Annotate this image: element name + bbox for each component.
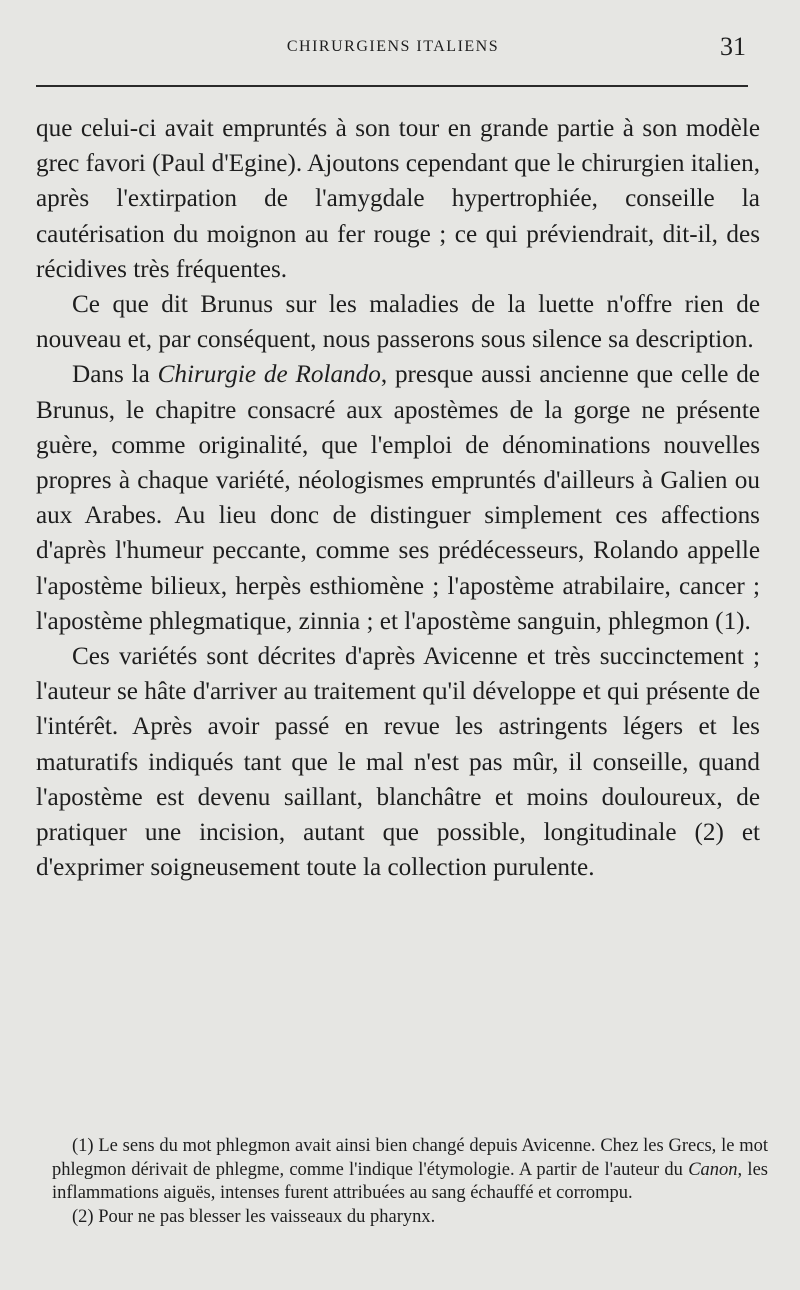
footnote-italic: Canon: [688, 1159, 738, 1180]
footnote-text: (1) Le sens du mot phlegmon avait ainsi bien changé depuis Avicenne. Chez les Grecs, le mot phlegmon dérivait de phlegme, comme l'indique l'étymologie. A partir de l'auteur du: [52, 1136, 768, 1180]
paragraph: Ces variétés sont décrites d'après Avicenne et très succinctement ; l'auteur se hâte d'arriver au traitement qu'il développe et qui présente de l'intérêt. Après avoir passé en revue les astringents légers et les maturatifs indiqués tant que le mal n'est pas mûr, il conseille, quand l'apostème est devenu saillant, blanchâtre et moins douloureux, de pratiquer une incision, autant que possible, longitudinale (2) et d'exprimer soigneusement toute la collection purulente.: [36, 643, 760, 882]
footnote-text: , les inflammations aiguës, intenses furent attribuées au sang échauffé et corrompu.: [52, 1159, 768, 1203]
paragraph: [36, 357, 760, 639]
book-title-italic: Chirurgie de Rolando: [157, 361, 381, 389]
page-number: 31: [720, 32, 746, 61]
header-rule: [36, 85, 748, 87]
footnote: (2) Pour ne pas blesser les vaisseaux du pharynx.: [72, 1206, 436, 1227]
paragraph-text: Dans la: [72, 361, 158, 389]
paragraph-text: , presque aussi ancienne que celle de Brunus, le chapitre consacré aux apostèmes de la gorge ne présente guère, comme originalité, que l'emploi de dénominations nouvelles propres à chaque variété, néologismes empruntés d'ailleurs à Galien ou aux Arabes. Au lieu donc de distinguer simplement ces affections d'après l'humeur peccante, comme ses prédécesseurs, Rolando appelle l'apostème bilieux, herpès esthiomène ; l'apostème atrabilaire, cancer ; l'apostème phlegmatique, zinnia ; et l'apostème sanguin, phlegmon (1).: [36, 361, 760, 635]
paragraph: que celui-ci avait empruntés à son tour en grande partie à son modèle grec favori (Paul d'Egine). Ajoutons cependant que le chirurgien italien, après l'extirpation de l'amygdale hypertrophiée, conseille la cautérisation du moignon au fer rouge ; ce qui préviendrait, dit-il, des récidives très fréquentes.: [36, 115, 760, 283]
footnotes: [52, 1135, 768, 1229]
page-header: [36, 34, 750, 64]
body-text: [36, 111, 760, 885]
running-title: CHIRURGIENS ITALIENS: [286, 38, 500, 55]
paragraph: Ce que dit Brunus sur les maladies de la luette n'offre rien de nouveau et, par conséquent, nous passerons sous silence sa description.: [36, 291, 760, 354]
footnote: [52, 1135, 768, 1206]
